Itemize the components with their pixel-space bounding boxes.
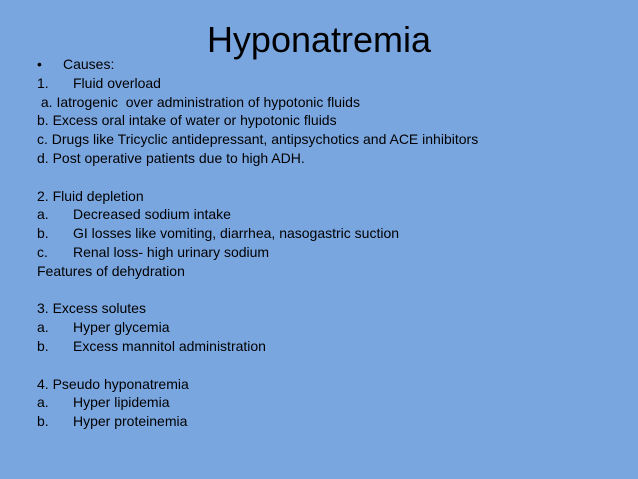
line-text: a. Iatrogenic over administration of hypotonic fluids [37,93,360,110]
list-marker: b. [37,225,49,242]
line-text: 2. Fluid depletion [37,187,144,204]
line-text: Hyper lipidemia [73,394,170,411]
line-text: Causes: [63,56,115,72]
text-line [37,111,627,130]
text-line [37,149,627,168]
line-text: d. Post operative patients due to high ADH. [37,149,305,166]
line-text: Hyper glycemia [73,319,170,336]
blank-line [37,356,627,375]
list-item [37,224,627,243]
text-line [37,299,627,318]
bullet-line [37,55,627,74]
list-item [37,412,627,431]
text-line [37,375,627,394]
bullet-marker: • [37,56,42,72]
list-item [37,337,627,356]
line-text: b. Excess oral intake of water or hypotonic fluids [37,112,337,129]
list-marker: a. [37,319,49,336]
blank-line [37,281,627,300]
slide-title: Hyponatremia [206,19,432,60]
list-marker: a. [37,206,49,223]
line-text: c. Drugs like Tricyclic antidepressant, antipsychotics and ACE inhibitors [37,131,479,148]
list-marker: a. [37,394,49,411]
line-text: Hyper proteinemia [73,413,188,430]
text-line [37,93,627,112]
text-line [37,187,627,206]
list-item [37,393,627,412]
line-text: 4. Pseudo hyponatremia [37,375,189,392]
list-item [37,243,627,262]
line-text: 3. Excess solutes [37,300,146,317]
line-text: Excess mannitol administration [73,337,266,354]
blank-line [37,168,627,187]
list-marker: 1. [37,74,49,91]
text-line [37,130,627,149]
list-item [37,74,627,93]
line-text: Features of dehydration [37,262,185,279]
line-text: Decreased sodium intake [73,206,231,223]
line-text: GI losses like vomiting, diarrhea, nasogastric suction [73,225,400,242]
list-item [37,205,627,224]
list-marker: b. [37,337,49,354]
line-text: Fluid overload [73,74,161,91]
list-marker: c. [37,243,48,260]
list-marker: b. [37,413,49,430]
slide-body [37,55,627,431]
text-line [37,262,627,281]
line-text: Renal loss- high urinary sodium [73,243,270,260]
list-item [37,318,627,337]
